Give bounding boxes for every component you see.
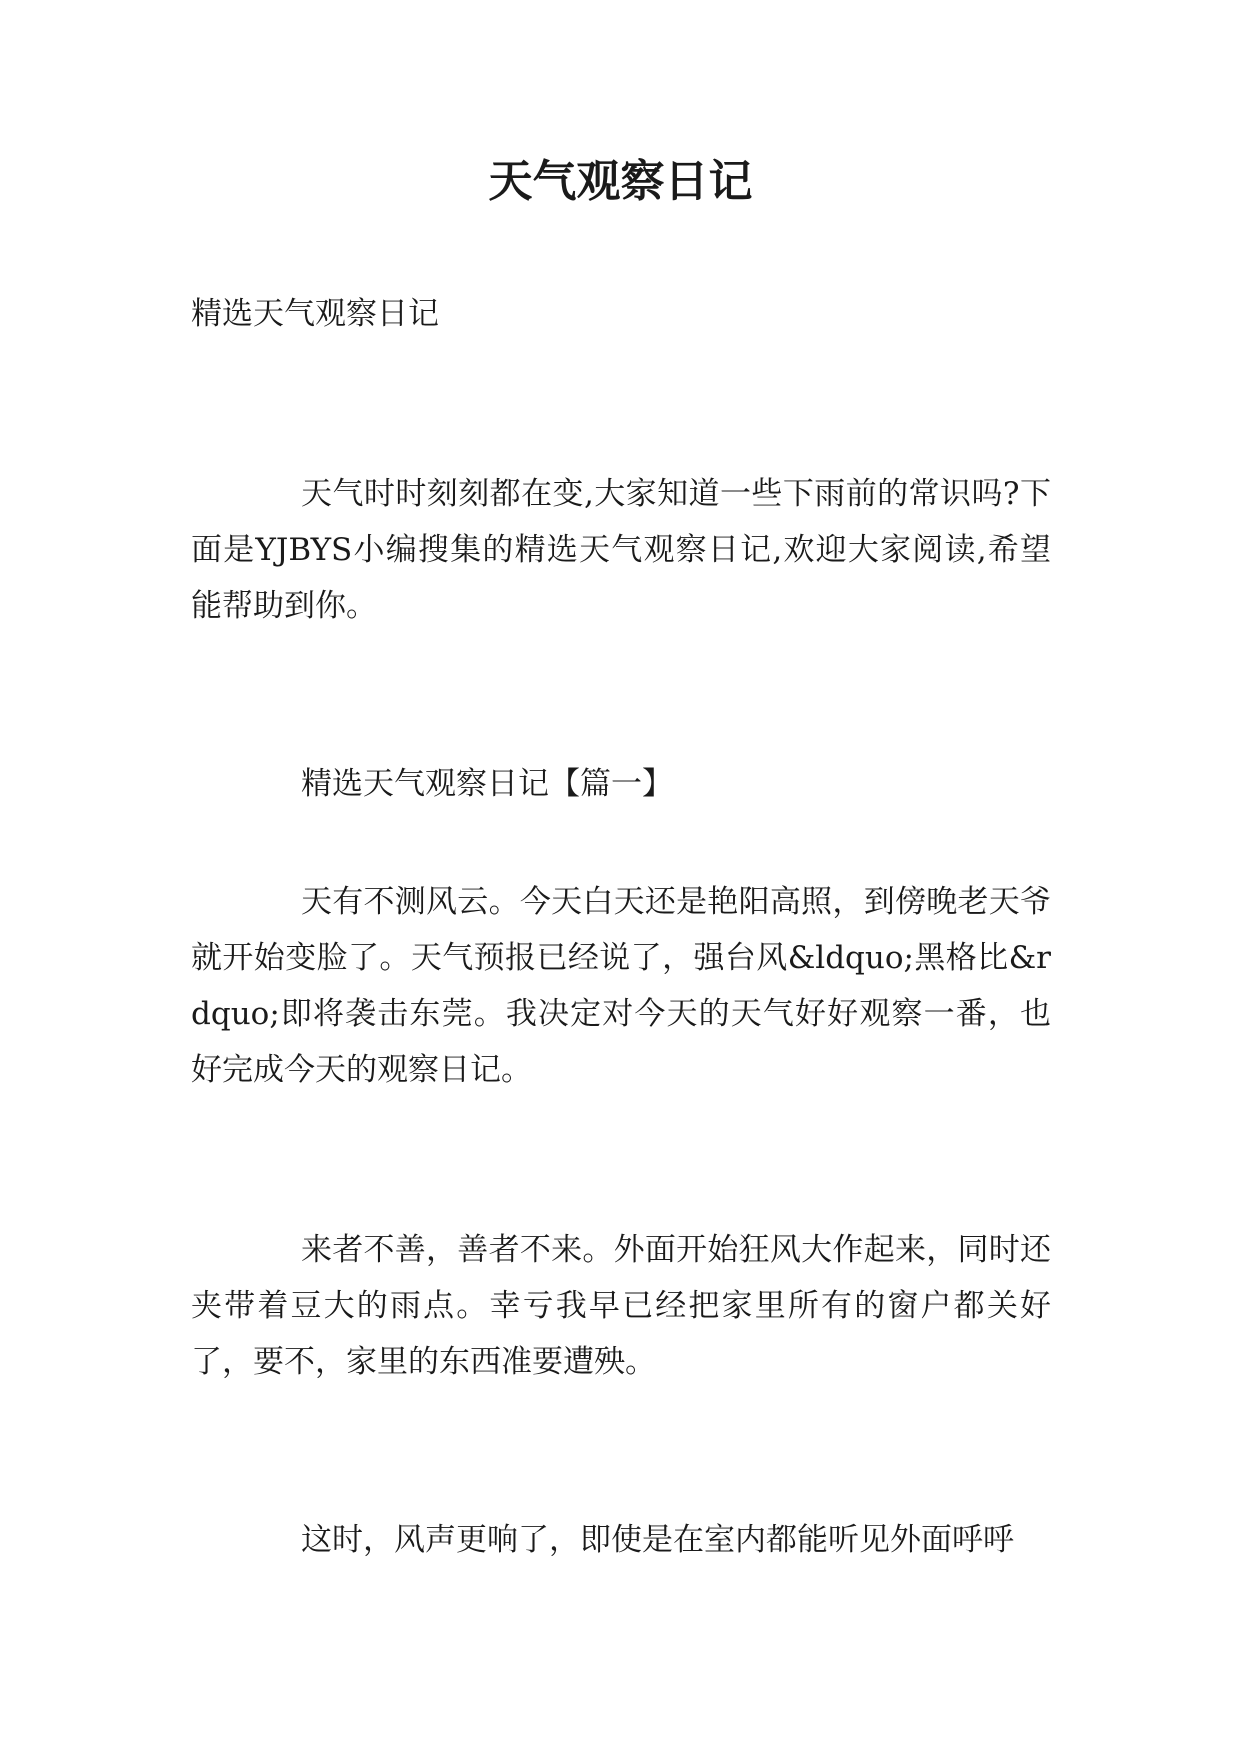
document-subtitle: 精选天气观察日记 <box>191 296 439 332</box>
body-paragraph: 这时，风声更响了，即使是在室内都能听见外面呼呼 <box>301 1522 1014 1558</box>
body-paragraph: 来者不善，善者不来。外面开始狂风大作起来，同时还夹带着豆大的雨点。幸亏我早已经把家里所有的窗户都关好了，要不，家里的东西准要遭殃。 <box>191 1232 1051 1380</box>
body-paragraph: 天有不测风云。今天白天还是艳阳高照，到傍晚老天爷就开始变脸了。天气预报已经说了，强台风&ldquo;黑格比&rdquo;即将袭击东莞。我决定对今天的天气好好观察一番，也好完成今天的观察日记。 <box>191 884 1051 1088</box>
document-title: 天气观察日记 <box>488 156 753 207</box>
section-heading: 精选天气观察日记【篇一】 <box>301 766 673 802</box>
intro-paragraph: 天气时时刻刻都在变,大家知道一些下雨前的常识吗?下面是YJBYS小编搜集的精选天气观察日记,欢迎大家阅读,希望能帮助到你。 <box>191 476 1051 624</box>
